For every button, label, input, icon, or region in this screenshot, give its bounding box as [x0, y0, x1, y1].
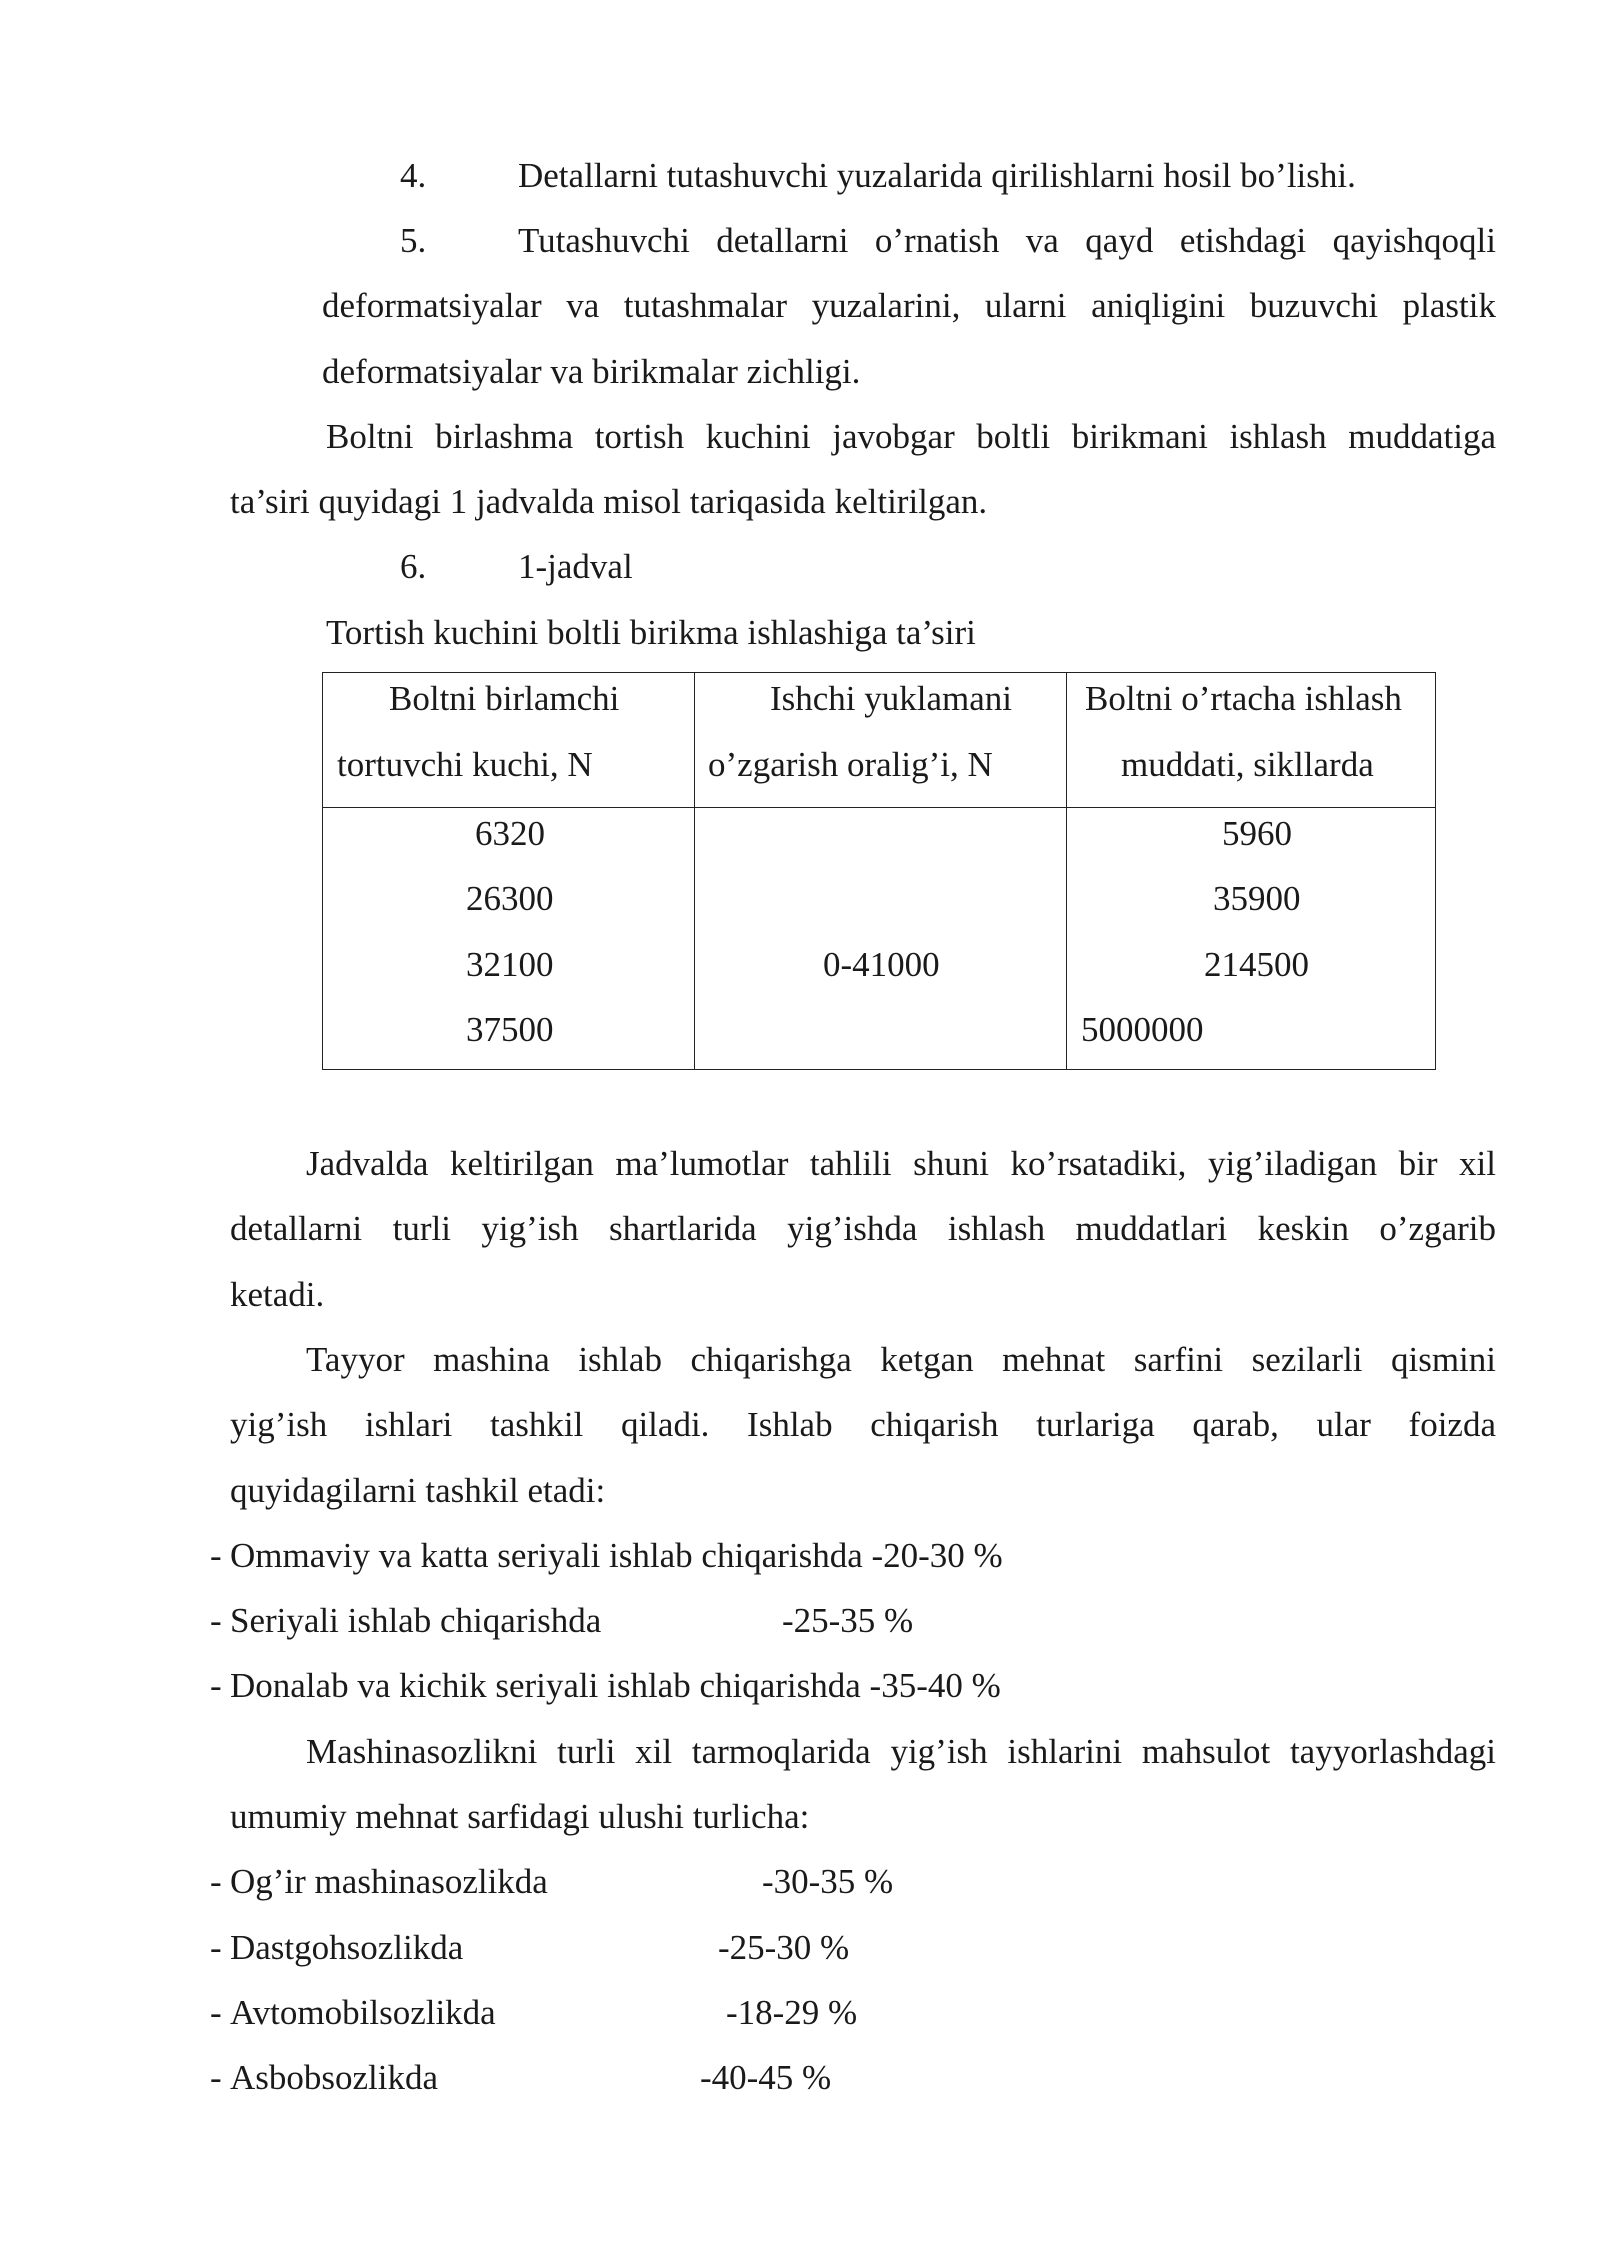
list-item-label: Donalab va kichik seriyali ishlab chiqarishda -35-40 %	[230, 1666, 1001, 1705]
list-item-label: Seriyali ishlab chiqarishda	[230, 1601, 602, 1640]
paragraph-line: Jadvalda keltirilgan ma’lumotlar tahlili shuni ko’rsatadiki, yig’iladigan bir xil	[306, 1144, 1496, 1183]
item-text-line: deformatsiyalar va birikmalar zichligi.	[322, 352, 861, 391]
paragraph-line: detallarni turli yig’ish shartlarida yig’ishda ishlash muddatlari keskin o’zgarib	[230, 1209, 1496, 1248]
list-item-value: -18-29 %	[726, 1993, 858, 2032]
list-bullet: -	[210, 1601, 222, 1640]
list-bullet: -	[210, 1862, 222, 1901]
table-caption: Tortish kuchini boltli birikma ishlashiga ta’siri	[326, 613, 976, 652]
item-number: 4.	[400, 156, 427, 195]
paragraph-line: quyidagilarni tashkil etadi:	[230, 1471, 606, 1510]
list-item-label: Asbobsozlikda	[230, 2058, 439, 2097]
list-item-value: -25-35 %	[782, 1601, 914, 1640]
list-bullet: -	[210, 1993, 222, 2032]
item-text: Detallarni tutashuvchi yuzalarida qirilishlarni hosil bo’lishi.	[518, 156, 1356, 195]
table-cell: 35900	[1213, 879, 1301, 918]
paragraph-line: ketadi.	[230, 1275, 325, 1314]
table-ref-label: 1-jadval	[518, 547, 633, 586]
data-table	[322, 672, 1436, 1070]
list-item-value: -40-45 %	[700, 2058, 832, 2097]
item-text-line: deformatsiyalar va tutashmalar yuzalarini, ularni aniqligini buzuvchi plastik	[322, 286, 1496, 325]
table-divider	[1066, 673, 1067, 1069]
table-header-cell: o’zgarish oralig’i, N	[708, 745, 993, 784]
table-cell: 5960	[1222, 814, 1292, 853]
paragraph-line: Boltni birlashma tortish kuchini javobgar boltli birikmani ishlash muddatiga	[326, 417, 1496, 456]
item-number: 5.	[400, 221, 427, 260]
list-item-label: Avtomobilsozlikda	[230, 1993, 496, 2032]
table-cell: 5000000	[1081, 1010, 1204, 1049]
paragraph-line: Tayyor mashina ishlab chiqarishga ketgan mehnat sarfini sezilarli qismini	[306, 1340, 1496, 1379]
table-cell: 32100	[466, 945, 554, 984]
list-item-value: -25-30 %	[718, 1928, 850, 1967]
item-text-line: Tutashuvchi detallarni o’rnatish va qayd etishdagi qayishqoqli	[518, 221, 1496, 260]
paragraph-line: Mashinasozlikni turli xil tarmoqlarida yig’ish ishlarini mahsulot tayyorlashdagi	[306, 1732, 1496, 1771]
table-ref-number: 6.	[400, 547, 427, 586]
table-divider	[694, 673, 695, 1069]
table-cell: 214500	[1204, 945, 1309, 984]
table-header-cell: Boltni birlamchi	[389, 679, 620, 718]
list-item-label: Ommaviy va katta seriyali ishlab chiqarishda -20-30 %	[230, 1536, 1003, 1575]
table-divider	[323, 807, 1435, 808]
table-cell: 37500	[466, 1010, 554, 1049]
list-item-label: Dastgohsozlikda	[230, 1928, 464, 1967]
list-bullet: -	[210, 2058, 222, 2097]
table-header-cell: Boltni o’rtacha ishlash	[1085, 679, 1402, 718]
table-header-cell: muddati, sikllarda	[1121, 745, 1374, 784]
list-item-label: Og’ir mashinasozlikda	[230, 1862, 548, 1901]
paragraph-line: umumiy mehnat sarfidagi ulushi turlicha:	[230, 1797, 810, 1836]
paragraph-line: ta’siri quyidagi 1 jadvalda misol tariqasida keltirilgan.	[230, 482, 988, 521]
list-bullet: -	[210, 1536, 222, 1575]
list-bullet: -	[210, 1666, 222, 1705]
list-item-value: -30-35 %	[762, 1862, 894, 1901]
table-header-cell: tortuvchi kuchi, N	[337, 745, 593, 784]
table-header-cell: Ishchi yuklamani	[770, 679, 1013, 718]
table-cell: 26300	[466, 879, 554, 918]
table-cell: 6320	[475, 814, 545, 853]
paragraph-line: yig’ish ishlari tashkil qiladi. Ishlab chiqarish turlariga qarab, ular foizda	[230, 1405, 1496, 1444]
table-cell: 0-41000	[823, 945, 940, 984]
list-bullet: -	[210, 1928, 222, 1967]
